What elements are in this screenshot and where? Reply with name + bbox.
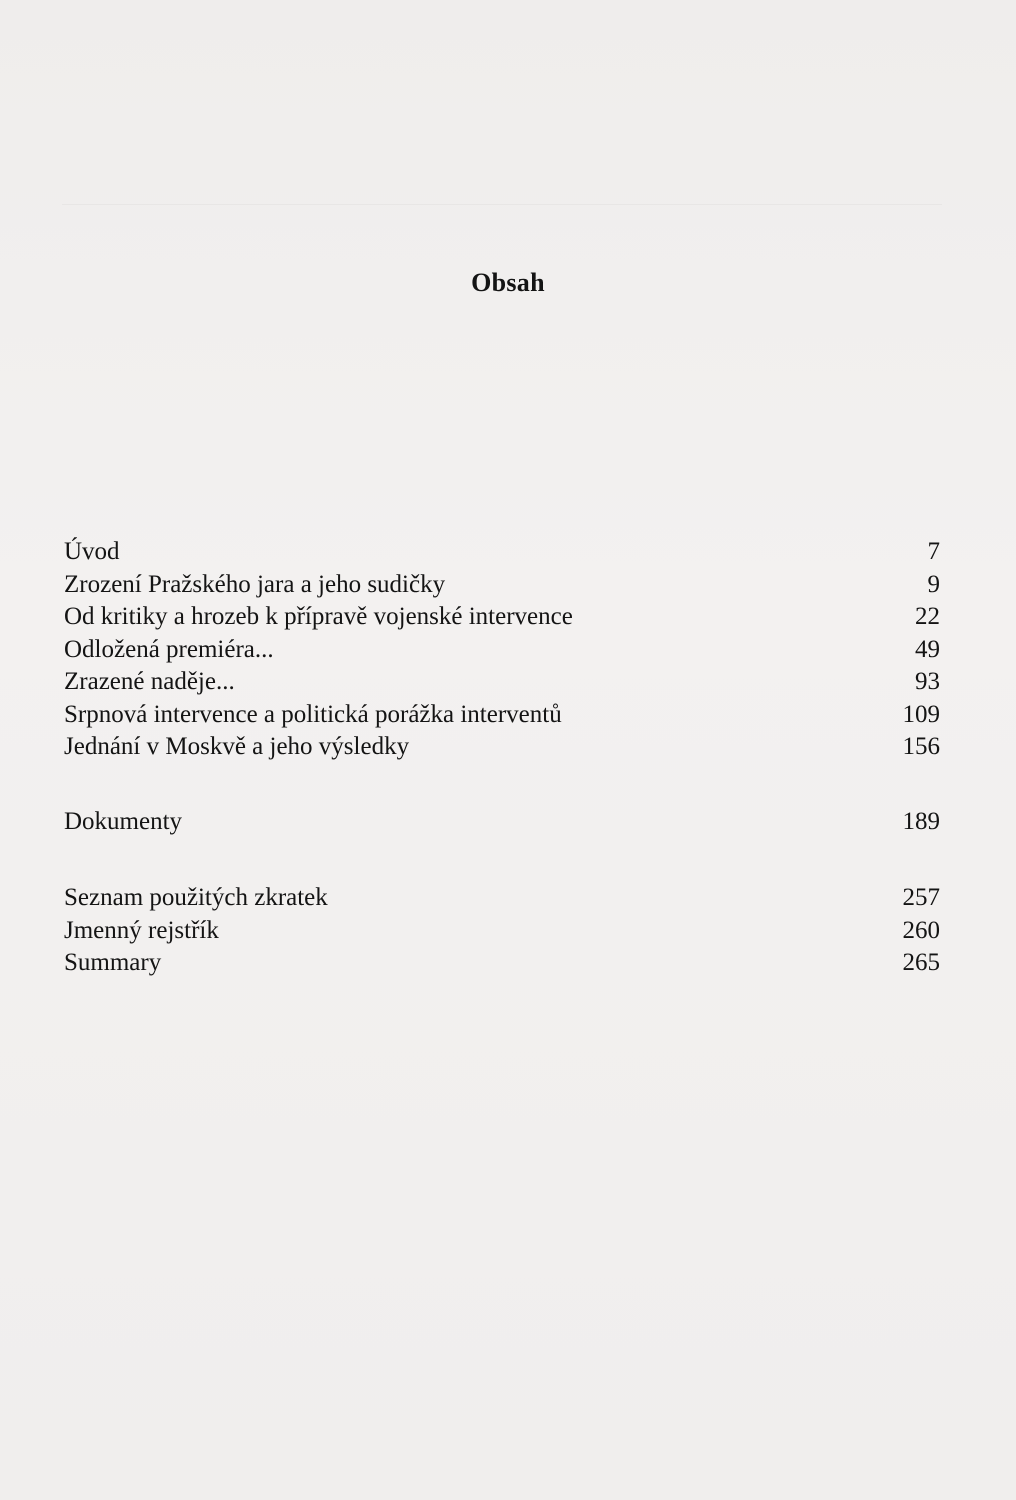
toc-group-chapters	[64, 536, 940, 764]
toc-entry-page: 7	[927, 538, 940, 565]
toc-entry-page: 257	[902, 884, 940, 911]
toc-entry-title: Srpnová intervence a politická porážka interventů	[64, 700, 562, 728]
toc-group-documents	[64, 806, 940, 839]
toc-entry-page: 49	[915, 635, 940, 663]
toc-entry	[64, 699, 940, 732]
toc-entry	[64, 569, 940, 602]
toc-entry-title: Summary	[64, 949, 162, 976]
toc-entry-title: Od kritiky a hrozeb k přípravě vojenské intervence	[64, 603, 573, 630]
toc-entry	[64, 731, 940, 764]
toc-entry-page: 156	[902, 733, 940, 760]
toc-entry-page: 189	[902, 807, 940, 835]
table-of-contents	[64, 536, 940, 980]
toc-entry-page: 93	[915, 668, 940, 695]
toc-entry	[64, 947, 940, 980]
toc-entry-title: Zrazené naděje...	[64, 668, 235, 695]
toc-entry	[64, 806, 940, 839]
toc-group-appendix	[64, 882, 940, 980]
toc-heading: Obsah	[471, 268, 545, 297]
toc-entry	[64, 536, 940, 569]
toc-entry-page: 9	[927, 570, 940, 598]
toc-entry-page: 260	[902, 916, 940, 944]
toc-entry	[64, 666, 940, 699]
toc-entry	[64, 915, 940, 948]
toc-entry-title: Jmenný rejstřík	[64, 916, 219, 944]
toc-entry	[64, 634, 940, 667]
toc-entry-title: Seznam použitých zkratek	[64, 884, 328, 911]
toc-entry-title: Odložená premiéra...	[64, 635, 274, 663]
toc-entry	[64, 882, 940, 915]
toc-entry-page: 265	[902, 949, 940, 976]
toc-entry	[64, 601, 940, 634]
toc-entry-page: 22	[915, 603, 940, 630]
toc-entry-title: Dokumenty	[64, 807, 183, 835]
bleed-through-texture	[62, 190, 942, 222]
toc-entry-title: Zrození Pražského jara a jeho sudičky	[64, 570, 446, 598]
toc-entry-page: 109	[902, 700, 940, 728]
toc-entry-title: Jednání v Moskvě a jeho výsledky	[64, 733, 410, 760]
toc-entry-title: Úvod	[64, 538, 120, 565]
